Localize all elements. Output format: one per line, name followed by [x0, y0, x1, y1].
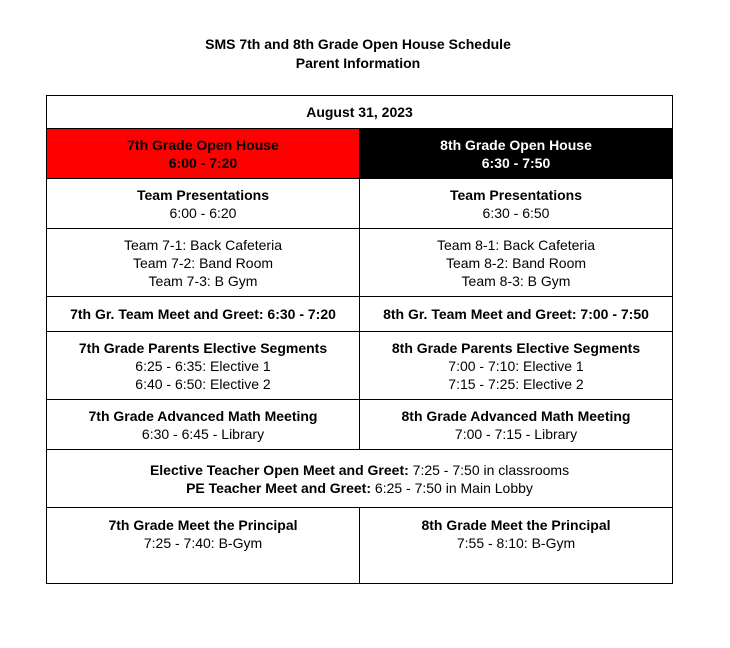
- pe-teacher-label: PE Teacher Meet and Greet:: [186, 479, 372, 496]
- grade8-team-presentations-title: Team Presentations: [450, 186, 583, 203]
- grade8-team-presentations-time: 6:30 - 6:50: [482, 204, 550, 221]
- teacher-meet-cell: [47, 450, 673, 508]
- title-line-1: SMS 7th and 8th Grade Open House Schedule: [205, 36, 511, 52]
- grade8-header: [360, 129, 673, 179]
- grade7-principal: [47, 508, 360, 584]
- grade7-room-item: Team 7-3: B Gym: [148, 272, 258, 289]
- grade8-room-item: Team 8-2: Band Room: [445, 254, 587, 271]
- principal-row: [47, 508, 673, 584]
- grade7-elective-item: 6:25 - 6:35: Elective 1: [135, 357, 271, 374]
- grade8-room-item: Team 8-3: B Gym: [461, 272, 571, 289]
- team-presentations-row: [47, 179, 673, 229]
- elective-teacher-line: [51, 461, 668, 479]
- grade7-meet-greet: 7th Gr. Team Meet and Greet: 6:30 - 7:20: [47, 297, 360, 332]
- grade8-elective-segments: [360, 332, 673, 400]
- grade7-elective-title: 7th Grade Parents Elective Segments: [78, 339, 328, 356]
- advanced-math-row: [47, 400, 673, 450]
- meet-greet-row: [47, 297, 673, 332]
- grade7-team-presentations-time: 6:00 - 6:20: [169, 204, 237, 221]
- elective-teacher-label: Elective Teacher Open Meet and Greet:: [149, 461, 409, 478]
- grade7-advanced-math: [47, 400, 360, 450]
- grade7-math-title: 7th Grade Advanced Math Meeting: [88, 407, 318, 424]
- grade7-room-item: Team 7-1: Back Cafeteria: [124, 236, 282, 253]
- grade7-team-presentations: [47, 179, 360, 229]
- grade7-header-title: 7th Grade Open House: [127, 136, 279, 153]
- grade7-principal-time: 7:25 - 7:40: B-Gym: [143, 535, 263, 551]
- grade8-header-title: 8th Grade Open House: [440, 136, 592, 153]
- grade8-team-presentations: [360, 179, 673, 229]
- grade7-math-time: 6:30 - 6:45 - Library: [141, 425, 265, 442]
- date-row: [47, 96, 673, 129]
- grade8-meet-greet: 8th Gr. Team Meet and Greet: 7:00 - 7:50: [360, 297, 673, 332]
- grade8-elective-title: 8th Grade Parents Elective Segments: [391, 339, 641, 356]
- grade7-header-time: 6:00 - 7:20: [168, 154, 238, 171]
- date-cell: August 31, 2023: [47, 96, 673, 129]
- grade8-team-rooms: [360, 229, 673, 297]
- grade7-elective-item: 6:40 - 6:50: Elective 2: [135, 375, 271, 392]
- elective-segments-row: [47, 332, 673, 400]
- grade7-elective-segments: [47, 332, 360, 400]
- grade-header-row: [47, 129, 673, 179]
- grade8-header-time: 6:30 - 7:50: [481, 154, 551, 171]
- elective-teacher-detail: 7:25 - 7:50 in classrooms: [408, 461, 570, 478]
- grade7-room-item: Team 7-2: Band Room: [132, 254, 274, 271]
- team-rooms-row: [47, 229, 673, 297]
- grade8-math-title: 8th Grade Advanced Math Meeting: [401, 407, 631, 424]
- document-title: [0, 35, 716, 73]
- grade8-room-item: Team 8-1: Back Cafeteria: [437, 236, 595, 253]
- schedule-table: [46, 95, 673, 584]
- grade7-principal-title: 7th Grade Meet the Principal: [108, 517, 298, 533]
- grade8-principal-time: 7:55 - 8:10: B-Gym: [456, 535, 576, 551]
- grade8-math-time: 7:00 - 7:15 - Library: [454, 425, 578, 442]
- grade7-team-rooms: [47, 229, 360, 297]
- pe-teacher-detail: 6:25 - 7:50 in Main Lobby: [371, 479, 533, 496]
- teacher-meet-row: [47, 450, 673, 508]
- grade7-team-presentations-title: Team Presentations: [136, 186, 269, 203]
- grade8-principal-title: 8th Grade Meet the Principal: [421, 517, 611, 533]
- grade8-principal: [360, 508, 673, 584]
- grade7-header: [47, 129, 360, 179]
- title-line-2: Parent Information: [295, 55, 421, 71]
- grade8-advanced-math: [360, 400, 673, 450]
- grade8-elective-item: 7:15 - 7:25: Elective 2: [448, 375, 584, 392]
- pe-teacher-line: [51, 479, 668, 497]
- grade8-elective-item: 7:00 - 7:10: Elective 1: [448, 357, 584, 374]
